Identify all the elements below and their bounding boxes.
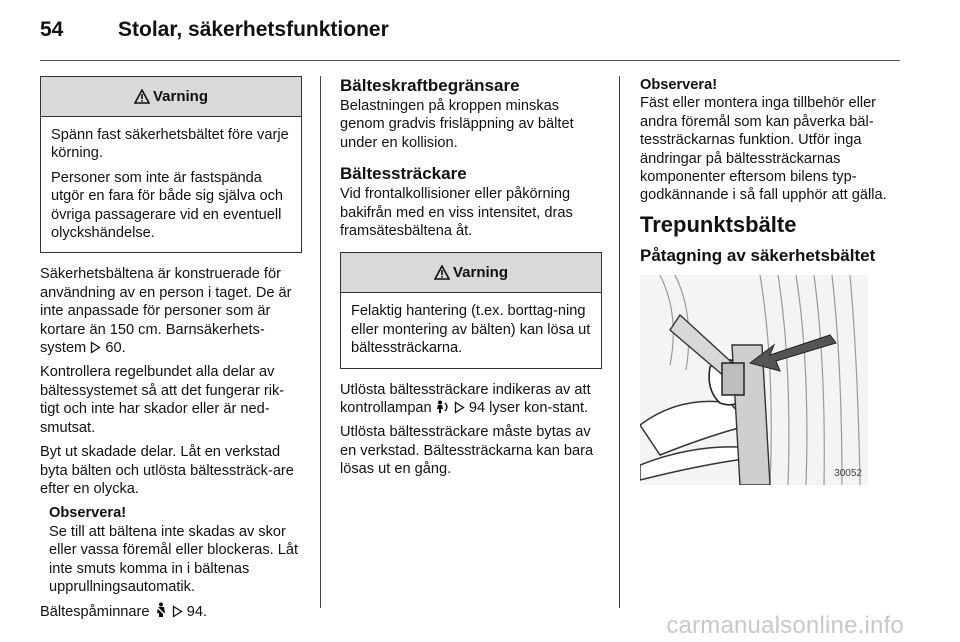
note-box-belt-care bbox=[40, 504, 302, 596]
ref-arrow-icon bbox=[454, 401, 465, 414]
indicator-text-a: Utlösta bältessträckare indikeras av att kontrollampan bbox=[340, 381, 591, 417]
warning-header bbox=[41, 77, 301, 117]
heading-pretensioner: Bältessträckare bbox=[340, 164, 467, 184]
paragraph-check: Kontrollera regelbundet alla delar av bältessystemet så att det fungerar rik-tigt och inte har skador eller är ned-smutsat. bbox=[40, 364, 285, 436]
page-header bbox=[40, 18, 389, 48]
warning-text-2: Personer som inte är fastspända utgör en fara för både sig själva och övriga passagerare vid en eventuell olyckshändelse. bbox=[51, 169, 284, 242]
belt-illustration bbox=[640, 275, 868, 485]
warning-triangle-icon bbox=[434, 265, 450, 280]
note-box-accessories bbox=[640, 76, 905, 205]
belt-reminder-label: Bältespåminnare bbox=[40, 604, 150, 621]
chapter-title: Stolar, säkerhetsfunktioner bbox=[118, 18, 389, 41]
paragraph-replace-pretensioner: Utlösta bältessträckare måste bytas av en verkstad. Bältessträckarna kan bara lösas ut en gång. bbox=[340, 424, 594, 478]
force-limiter-text: Belastningen på kroppen minskas genom gradvis frisläppning av bältet under en kollision. bbox=[340, 98, 574, 151]
warning-body bbox=[341, 293, 601, 367]
warning-text-1: Spänn fast säkerhetsbältet före varje körning. bbox=[51, 127, 289, 162]
column-3 bbox=[640, 76, 905, 485]
belt-illustration-drawing bbox=[640, 275, 868, 485]
column-2 bbox=[340, 76, 602, 485]
paragraph-construction-text: Säkerhetsbältena är konstruerade för användning av en person i taget. De är inte anpassade för personer som är kortare än 150 cm. Barnsäkerhets-system bbox=[40, 266, 292, 357]
indicator-text-b: 94 lyser kon-stant. bbox=[468, 400, 589, 417]
warning-title: Varning bbox=[152, 88, 208, 105]
column-divider-1 bbox=[320, 76, 321, 608]
ref-arrow-icon bbox=[90, 341, 101, 354]
column-divider-2 bbox=[619, 76, 620, 608]
ref-page-94[interactable]: 94. bbox=[186, 604, 208, 621]
heading-fastening-belt: Påtagning av säkerhetsbältet bbox=[640, 245, 876, 265]
heading-force-limiter: Bälteskraftbegränsare bbox=[340, 76, 520, 95]
warning-body bbox=[41, 117, 301, 252]
note-title: Observera! bbox=[49, 505, 127, 522]
ref-page-60[interactable]: 60. bbox=[105, 340, 126, 357]
warning-triangle-icon bbox=[134, 89, 150, 104]
paragraph-belt-reminder bbox=[40, 602, 302, 621]
warning-box-pretensioner bbox=[340, 252, 602, 368]
column-1 bbox=[40, 76, 302, 628]
page-number: 54 bbox=[40, 18, 64, 41]
note-title: Observera! bbox=[640, 77, 718, 93]
seatbelt-reminder-icon bbox=[154, 602, 168, 618]
paragraph-indicator bbox=[340, 381, 602, 418]
warning-box-belt bbox=[40, 76, 302, 253]
warning-header bbox=[341, 253, 601, 293]
figure-code: 30052 bbox=[834, 467, 862, 479]
pretensioner-text: Vid frontalkollisioner eller påkörning bakifrån med en viss intensitet, dras framsätesbältena åt. bbox=[340, 186, 573, 240]
warning-text: Felaktig hantering (t.ex. borttag-ning eller montering av bälten) kan lösa ut bältessträckarna. bbox=[351, 303, 591, 357]
note-text: Se till att bältena inte skadas av skor eller vassa föremål eller blockeras. Låt inte smuts komma in i bältenas upprullningsautomatik. bbox=[49, 523, 299, 595]
warning-title: Varning bbox=[452, 264, 508, 282]
paragraph-construction bbox=[40, 265, 302, 357]
ref-arrow-icon bbox=[172, 605, 183, 618]
header-divider bbox=[40, 60, 900, 61]
pretensioner-lamp-icon bbox=[436, 400, 450, 414]
watermark: carmanualsonline.info bbox=[666, 612, 904, 639]
note-text: Fäst eller montera inga tillbehör eller andra föremål som kan påverka bäl-tessträckarnas funktion. Utför inga ändringar på bältessträckarnas komponenter eftersom bilens typ-godkännande i så fall upphör att gälla. bbox=[640, 95, 887, 204]
heading-three-point-belt: Trepunktsbälte bbox=[640, 211, 797, 237]
paragraph-replace: Byt ut skadade delar. Låt en verkstad byta bälten och utlösta bältessträck-are efter en olycka. bbox=[40, 444, 294, 497]
